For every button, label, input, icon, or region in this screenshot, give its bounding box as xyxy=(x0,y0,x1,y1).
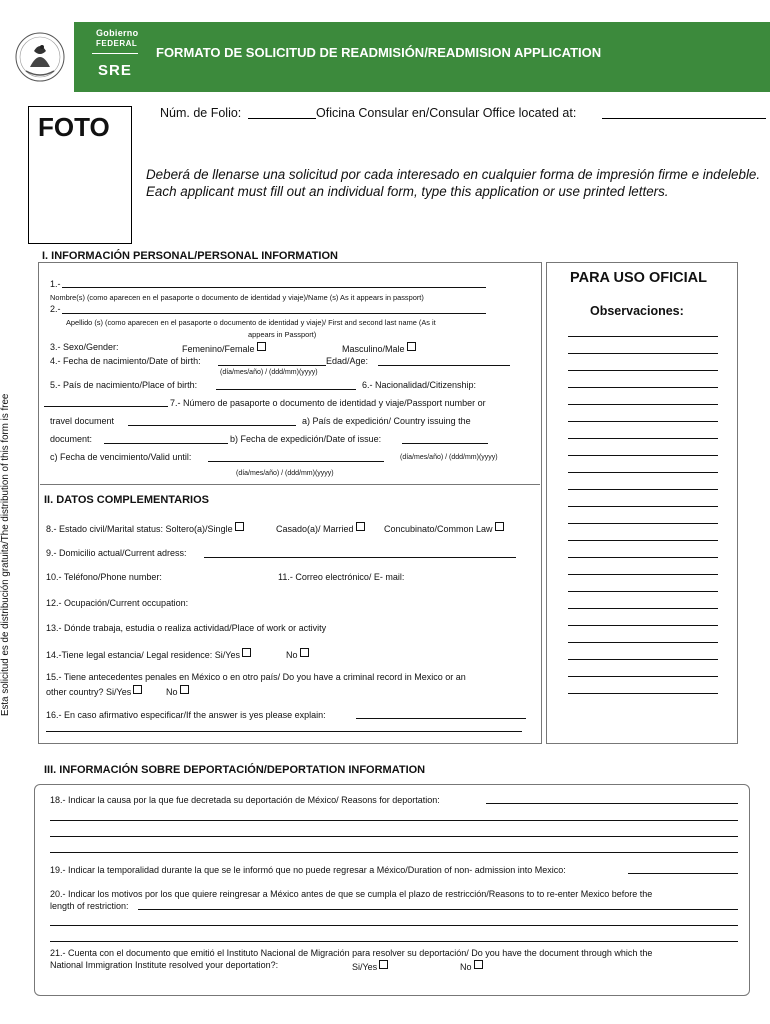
observation-line[interactable] xyxy=(568,421,718,422)
observation-line[interactable] xyxy=(568,387,718,388)
legal-residence-yes-label: 14.-Tiene legal estancia/ Legal residence: Si/Yes xyxy=(46,650,240,660)
section3-title: III. INFORMACIÓN SOBRE DEPORTACIÓN/DEPORTATION INFORMATION xyxy=(44,764,426,776)
last-name-caption-b: appears in Passport) xyxy=(248,330,317,339)
deportation-reason-field[interactable] xyxy=(486,803,738,804)
inm-document-no-checkbox[interactable] xyxy=(474,960,483,969)
single-checkbox[interactable] xyxy=(235,522,244,531)
sre-logo-text: SRE xyxy=(98,62,132,79)
observation-line[interactable] xyxy=(568,472,718,473)
form-title: FORMATO DE SOLICITUD DE READMISIÓN/READMISION APPLICATION xyxy=(156,45,602,60)
observation-line[interactable] xyxy=(568,608,718,609)
gender-female-label: Femenino/Female xyxy=(182,344,255,354)
legal-residence-no-checkbox[interactable] xyxy=(300,648,309,657)
non-admission-field[interactable] xyxy=(628,873,738,874)
marital-status xyxy=(46,522,244,534)
birth-date-format: (día/mes/año) / (ddd/mm)(yyyy) xyxy=(220,369,318,376)
mexican-eagle-seal-icon xyxy=(12,27,68,87)
observation-line[interactable] xyxy=(568,574,718,575)
explain-field[interactable] xyxy=(356,718,526,719)
reentry-reasons-line[interactable] xyxy=(50,941,738,942)
issue-date-field[interactable] xyxy=(402,443,488,444)
workplace-label: 13.- Dónde trabaja, estudia o realiza actividad/Place of work or activity xyxy=(46,623,327,633)
folio-field[interactable] xyxy=(248,118,316,119)
inm-document-label-b: National Immigration Institute resolved your deportation?: xyxy=(50,960,279,970)
document-field[interactable] xyxy=(104,443,228,444)
criminal-record-yes-checkbox[interactable] xyxy=(133,685,142,694)
observation-line[interactable] xyxy=(568,336,718,337)
marital-married xyxy=(276,522,365,534)
passport-label: 7.- Número de pasaporte o documento de identidad y viaje/Passport number or xyxy=(170,398,486,408)
marital-common-law xyxy=(384,522,504,534)
reentry-reasons-line[interactable] xyxy=(50,925,738,926)
observation-line[interactable] xyxy=(568,591,718,592)
marital-single-label: 8.- Estado civil/Marital status: Soltero(a)/Single xyxy=(46,524,233,534)
deportation-reason-label: 18.- Indicar la causa por la que fue decretada su deportación de México/ Reasons for deportation: xyxy=(50,795,440,805)
occupation-label: 12.- Ocupación/Current occupation: xyxy=(46,598,189,608)
logo-divider xyxy=(92,53,138,54)
inm-document-yes-checkbox[interactable] xyxy=(379,960,388,969)
section1-title: I. INFORMACIÓN PERSONAL/PERSONAL INFORMATION xyxy=(42,250,338,262)
observation-line[interactable] xyxy=(568,438,718,439)
gender-female xyxy=(182,342,266,354)
section2-divider xyxy=(40,484,540,486)
criminal-record-yes xyxy=(46,685,142,697)
observation-line[interactable] xyxy=(568,489,718,490)
birth-place-field[interactable] xyxy=(216,389,356,390)
reentry-reasons-label-a: 20.- Indicar los motivos por los que quiere reingresar a México antes de que se cumpla el plazo de restricción/Reasons to to re-enter Mexico before the xyxy=(50,889,653,899)
legal-residence xyxy=(46,648,251,660)
issue-date-format: (día/mes/año) / (ddd/mm)(yyyy) xyxy=(400,454,498,461)
observation-line[interactable] xyxy=(568,693,718,694)
observation-line[interactable] xyxy=(568,370,718,371)
gender-male-checkbox[interactable] xyxy=(407,342,416,351)
criminal-record-no-checkbox[interactable] xyxy=(180,685,189,694)
birth-place-label: 5.- País de nacimiento/Place of birth: xyxy=(50,380,198,390)
last-name-field[interactable] xyxy=(62,313,486,314)
criminal-record-no xyxy=(166,685,189,697)
observation-line[interactable] xyxy=(568,557,718,558)
common-law-checkbox[interactable] xyxy=(495,522,504,531)
criminal-record-yes-label: other country? Si/Yes xyxy=(46,687,132,697)
photo-label: FOTO xyxy=(38,112,110,142)
name-field[interactable] xyxy=(62,287,486,288)
folio-label: Núm. de Folio: xyxy=(160,106,242,120)
birth-date-label: 4.- Fecha de nacimiento/Date of birth: xyxy=(50,356,201,366)
field1-number: 1.- xyxy=(50,279,61,289)
gender-male xyxy=(342,342,416,354)
gender-female-checkbox[interactable] xyxy=(257,342,266,351)
email-label: 11.- Correo electrónico/ E- mail: xyxy=(278,572,405,582)
valid-until-label: c) Fecha de vencimiento/Valid until: xyxy=(50,452,192,462)
address-field[interactable] xyxy=(204,557,516,558)
citizenship-label: 6.- Nacionalidad/Citizenship: xyxy=(362,380,477,390)
phone-label: 10.- Teléfono/Phone number: xyxy=(46,572,162,582)
inm-document-yes xyxy=(352,960,388,972)
age-field[interactable] xyxy=(378,365,510,366)
reentry-reasons-label-b: length of restriction: xyxy=(50,901,129,911)
gender-male-label: Masculino/Male xyxy=(342,344,405,354)
inm-document-label-a: 21.- Cuenta con el documento que emitió el Instituto Nacional de Migración para resolver su deportación/ Do you have the document through which the xyxy=(50,948,653,958)
observation-line[interactable] xyxy=(568,353,718,354)
valid-until-field[interactable] xyxy=(208,461,384,462)
legal-residence-no xyxy=(286,648,309,660)
birth-date-field[interactable] xyxy=(218,365,326,366)
side-note: Esta solicitud es de distribución gratuita/The distribution of this form is free xyxy=(0,393,11,716)
official-use-title: PARA USO OFICIAL xyxy=(570,270,707,286)
observation-line[interactable] xyxy=(568,540,718,541)
age-label: Edad/Age: xyxy=(326,356,369,366)
legal-residence-no-label: No xyxy=(286,650,298,660)
deportation-reason-line[interactable] xyxy=(50,820,738,821)
passport-number-field[interactable] xyxy=(44,406,168,407)
last-name-caption-a: Apellido (s) (como aparecen en el pasaporte o documento de identidad y viaje)/ First and second last name (As it xyxy=(66,318,436,327)
observations-label: Observaciones: xyxy=(590,304,684,318)
consular-office-label: Oficina Consular en/Consular Office located at: xyxy=(316,106,577,120)
observation-line[interactable] xyxy=(568,523,718,524)
name-caption: Nombre(s) (como aparecen en el pasaporte o documento de identidad y viaje)/Name (s) As it appears in passport) xyxy=(50,293,424,302)
field2-number: 2.- xyxy=(50,304,61,314)
travel-document-label: travel document xyxy=(50,416,115,426)
valid-until-format: (día/mes/año) / (ddd/mm)(yyyy) xyxy=(236,470,334,477)
married-label: Casado(a)/ Married xyxy=(276,524,354,534)
inm-document-no-label: No xyxy=(460,962,472,972)
instructions-text: Deberá de llenarse una solicitud por cada interesado en cualquier forma de impresión firme e indeleble. Each applicant must fill out an individual form, type this application or use printed letters. xyxy=(146,167,761,199)
observation-line[interactable] xyxy=(568,404,718,405)
deportation-reason-line[interactable] xyxy=(50,852,738,853)
married-checkbox[interactable] xyxy=(356,522,365,531)
issue-date-label: b) Fecha de expedición/Date of issue: xyxy=(230,434,382,444)
explain-label: 16.- En caso afirmativo especificar/If the answer is yes please explain: xyxy=(46,710,326,720)
criminal-record-label-a: 15.- Tiene antecedentes penales en México o en otro país/ Do you have a criminal record in Mexico or an xyxy=(46,672,466,682)
gobierno-text: Gobierno xyxy=(96,28,139,38)
deportation-reason-line[interactable] xyxy=(50,836,738,837)
observation-line[interactable] xyxy=(568,676,718,677)
travel-document-field[interactable] xyxy=(128,425,296,426)
federal-text: FEDERAL xyxy=(96,39,138,48)
non-admission-label: 19.- Indicar la temporalidad durante la que se le informó que no puede regresar a México/Duration of non- admission into Mexico: xyxy=(50,865,566,875)
legal-residence-yes-checkbox[interactable] xyxy=(242,648,251,657)
observation-line[interactable] xyxy=(568,659,718,660)
official-use-box xyxy=(546,262,738,744)
consular-office-field[interactable] xyxy=(602,118,766,119)
document-label: document: xyxy=(50,434,93,444)
reentry-reasons-field[interactable] xyxy=(138,909,738,910)
issuing-country-label: a) País de expedición/ Country issuing the xyxy=(302,416,471,426)
observation-line[interactable] xyxy=(568,506,718,507)
observation-line[interactable] xyxy=(568,625,718,626)
inm-document-no xyxy=(460,960,483,972)
address-label: 9.- Domicilio actual/Current adress: xyxy=(46,548,187,558)
section2-title: II. DATOS COMPLEMENTARIOS xyxy=(44,494,210,506)
inm-document-yes-label: Si/Yes xyxy=(352,962,378,972)
observation-line[interactable] xyxy=(568,642,718,643)
gender-label: 3.- Sexo/Gender: xyxy=(50,342,119,352)
common-law-label: Concubinato/Common Law xyxy=(384,524,493,534)
criminal-record-no-label: No xyxy=(166,687,178,697)
observation-line[interactable] xyxy=(568,455,718,456)
explain-field-2[interactable] xyxy=(46,731,522,732)
